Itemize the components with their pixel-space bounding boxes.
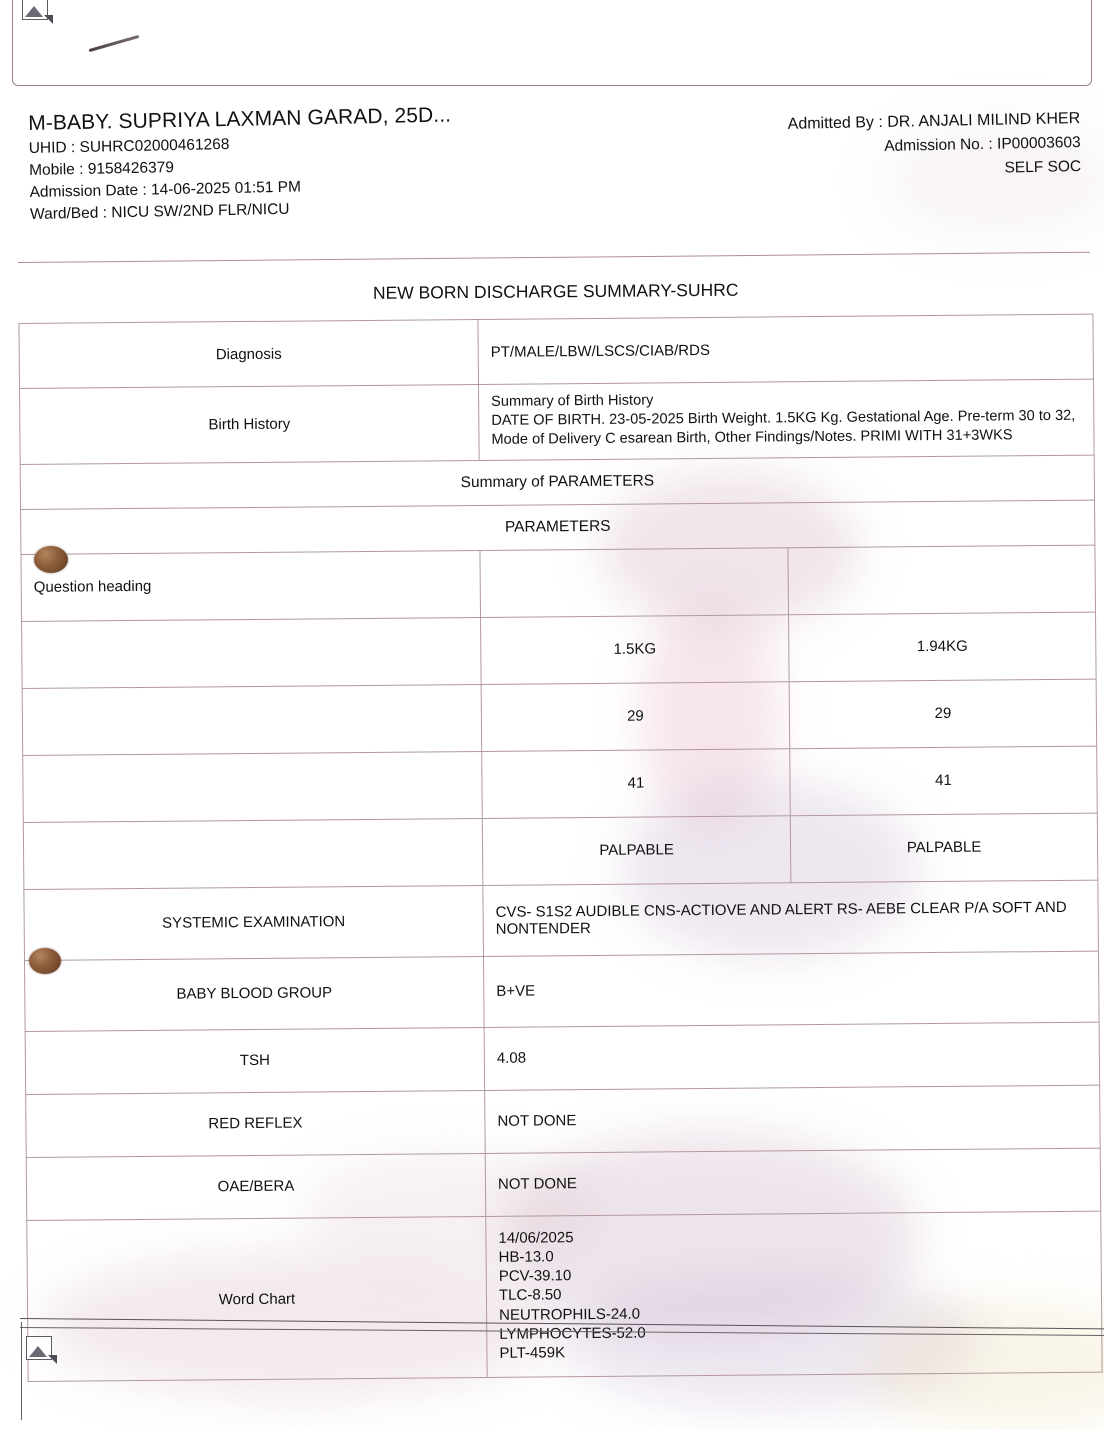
question-heading-col2 xyxy=(788,545,1096,615)
systemic-examination-value: CVS- S1S2 AUDIBLE CNS-ACTIOVE AND ALERT RS- AEBE CLEAR P/A SOFT AND NONTENDER xyxy=(483,880,1099,956)
word-chart-value xyxy=(486,1211,1102,1378)
table-row-systemic-examination xyxy=(24,880,1099,960)
table-row xyxy=(23,746,1098,822)
discharge-summary-table xyxy=(18,263,1103,1383)
patient-mobile: Mobile : 9158426379 xyxy=(29,159,175,179)
table-row-red-reflex xyxy=(26,1085,1101,1157)
red-reflex-label: RED REFLEX xyxy=(26,1090,486,1157)
red-reflex-value: NOT DONE xyxy=(485,1085,1101,1153)
ward-bed: Ward/Bed : NICU SW/2ND FLR/NICU xyxy=(29,200,290,223)
question-heading-col1 xyxy=(480,548,789,618)
parameter-col1: PALPABLE xyxy=(482,816,791,886)
table-row-word-chart xyxy=(27,1211,1102,1382)
parameters-heading: PARAMETERS xyxy=(21,500,1095,554)
tsh-value: 4.08 xyxy=(484,1022,1100,1090)
summary-parameters-heading: Summary of PARAMETERS xyxy=(20,455,1094,509)
word-chart-line: HB-13.0 xyxy=(498,1248,554,1266)
table-row-baby-blood-group xyxy=(25,951,1100,1031)
admission-number: Admission No. : IP00003603 xyxy=(884,133,1081,155)
table-row-diagnosis xyxy=(19,314,1094,388)
parameter-col2: PALPABLE xyxy=(790,813,1098,883)
diagnosis-value: PT/MALE/LBW/LSCS/CIAB/RDS xyxy=(478,314,1094,384)
birth-history-value xyxy=(478,379,1094,460)
parameter-col2: 1.94KG xyxy=(789,612,1097,682)
word-chart-line: TLC-8.50 xyxy=(498,1286,562,1305)
word-chart-line: NEUTROPHILS-24.0 xyxy=(499,1305,641,1324)
broken-image-icon xyxy=(26,1336,52,1360)
patient-name: M-BABY. SUPRIYA LAXMAN GARAD, 25D... xyxy=(28,103,452,135)
diagnosis-label: Diagnosis xyxy=(19,319,479,388)
birth-history-detail: DATE OF BIRTH. 23-05-2025 Birth Weight. 1.5KG Kg. Gestational Age. Pre-term 30 to 32, Mode of Delivery C esarean Birth, Other Findings/Notes. PRIMI WITH 31+3WKS xyxy=(491,407,1076,448)
oae-bera-label: OAE/BERA xyxy=(26,1153,486,1220)
table-row-birth-history xyxy=(20,379,1095,464)
header-divider xyxy=(18,252,1090,263)
birth-history-heading: Summary of Birth History xyxy=(491,392,654,410)
table-row xyxy=(22,679,1097,755)
parameter-label xyxy=(22,617,482,688)
parameter-col2: 41 xyxy=(790,746,1098,816)
admission-date: Admission Date : 14-06-2025 01:51 PM xyxy=(29,178,302,201)
table-row-oae-bera xyxy=(26,1148,1101,1220)
table-row-tsh xyxy=(25,1022,1100,1094)
document-title: NEW BORN DISCHARGE SUMMARY-SUHRC xyxy=(18,263,1092,324)
question-heading-label: Question heading xyxy=(21,550,481,621)
baby-blood-group-value: B+VE xyxy=(483,951,1099,1027)
broken-image-icon xyxy=(22,0,48,20)
parameter-col1: 1.5KG xyxy=(481,615,790,685)
patient-uhid: UHID : SUHRC02000461268 xyxy=(28,135,230,157)
parameter-label xyxy=(23,751,483,822)
word-chart-label: Word Chart xyxy=(27,1216,487,1381)
table-row-question-heading xyxy=(21,545,1096,621)
birth-history-label: Birth History xyxy=(20,384,480,464)
patient-header-left xyxy=(28,99,670,224)
admitted-by: Admitted By : DR. ANJALI MILIND KHER xyxy=(787,110,1081,133)
patient-header-right xyxy=(650,110,1081,191)
table-row xyxy=(22,612,1097,688)
word-chart-line: PLT-459K xyxy=(499,1344,566,1362)
parameter-label xyxy=(22,684,482,755)
page-bottom-left-edge xyxy=(21,1322,22,1420)
parameter-label xyxy=(23,818,483,889)
parameter-col1: 29 xyxy=(481,682,790,752)
tsh-label: TSH xyxy=(25,1027,485,1094)
document-title-row xyxy=(18,263,1092,324)
word-chart-line: PCV-39.10 xyxy=(498,1267,572,1286)
word-chart-line: LYMPHOCYTES-52.0 xyxy=(499,1324,646,1343)
page-top-frame xyxy=(12,0,1092,86)
payer-type: SELF SOC xyxy=(1004,157,1082,177)
parameter-col2: 29 xyxy=(789,679,1097,749)
table-row xyxy=(23,813,1098,889)
word-chart-line: 14/06/2025 xyxy=(498,1229,574,1247)
baby-blood-group-label: BABY BLOOD GROUP xyxy=(25,956,485,1031)
parameter-col1: 41 xyxy=(482,749,791,819)
oae-bera-value: NOT DONE xyxy=(485,1148,1101,1216)
systemic-examination-label: SYSTEMIC EXAMINATION xyxy=(24,885,484,960)
